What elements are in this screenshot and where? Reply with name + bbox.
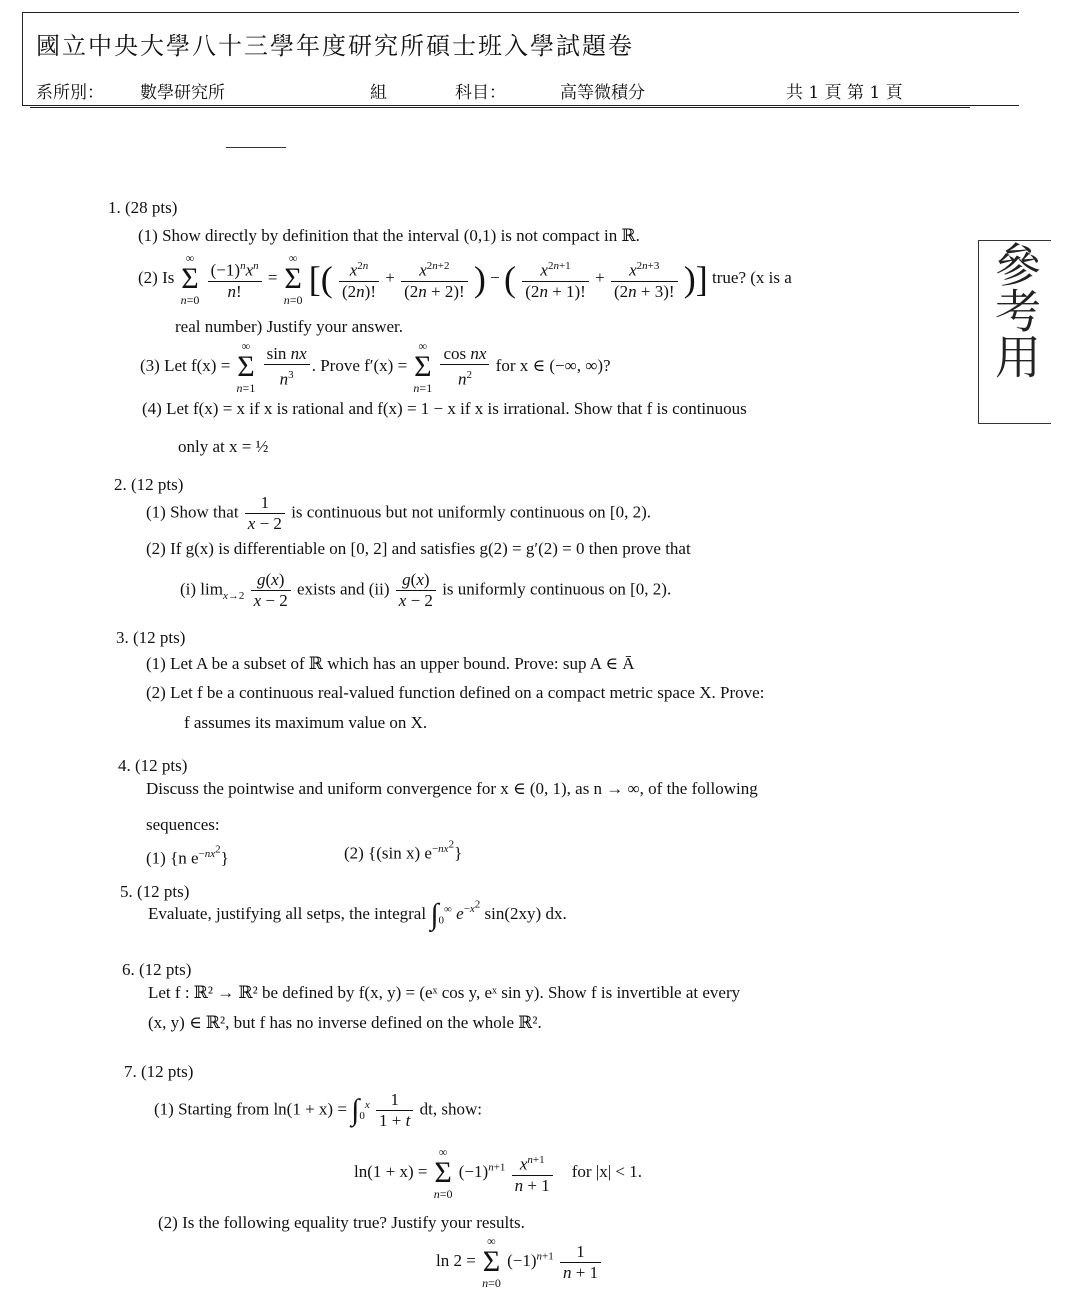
problem-4-sequence-1: (1) {n $e^{-nx^2}$}	[146, 843, 229, 868]
problem-1-part-2: (2) Is ∞ Σ n=0 $\frac{(-1)^nx^n}{n!}$ = ∞ Σ n=0 [( $\frac{x^{2n}}{(2n)!}$ + $\frac{x^{2n+2}}{(2n + 2)!}$ ) − ( $\frac{x^{2n+1}}{(2n + 1)!}$ + $\frac{x^{2n+3}}{(2n + 3)!}$ )] true? (x is a	[138, 251, 792, 307]
problem-4-sequence-2: (2) {(sin x) $e^{-nx^2}$}	[344, 838, 463, 863]
problem-2-header: 2. (12 pts)	[114, 475, 184, 494]
subject-label: 科目：	[455, 83, 506, 103]
problem-7-part-1: (1) Starting from $\ln(1 + x) = \int_0^x$ $\frac{1}{1 + t}$ dt, show:	[154, 1090, 482, 1130]
problem-1-part-2-cont: real number) Justify your answer.	[175, 317, 404, 336]
exam-title: 國立中央大學八十三學年度研究所碩士班入學試題卷	[36, 32, 634, 60]
problem-1-header: 1. (28 pts)	[108, 198, 178, 217]
problem-2-part-2: (2) If g(x) is differentiable on [0, 2] and satisfies g(2) = g′(2) = 0 then prove that	[146, 539, 691, 558]
reference-stamp: 參考用	[978, 240, 1051, 424]
problem-5-header: 5. (12 pts)	[120, 882, 190, 901]
problem-2-part-1: (1) Show that $\frac{1}{x - 2}$ is continuous but not uniformly continuous on [0, 2).	[146, 493, 652, 533]
header-rule	[30, 107, 970, 108]
problem-6-body-2: (x, y) ∈ ℝ², but f has no inverse defined on the whole ℝ².	[148, 1013, 542, 1032]
problem-3-part-2: (2) Let f be a continuous real-valued function defined on a compact metric space X. Prove:	[146, 683, 765, 702]
problem-7-equality: ln 2 = ∞ Σ n=0 $(-1)^{n+1}$ $\frac{1}{n + 1}$	[436, 1235, 603, 1289]
problem-7-header: 7. (12 pts)	[124, 1062, 194, 1081]
group-label: 組	[370, 83, 387, 103]
problem-3-part-2-cont: f assumes its maximum value on X.	[184, 713, 428, 732]
problem-4-body: Discuss the pointwise and uniform convergence for x ∈ (0, 1), as n → ∞, of the following	[146, 779, 758, 798]
dept-value: 數學研究所	[140, 83, 225, 103]
problem-2-part-2-items: (i) $\lim_{x\to 2}$ $\frac{g(x)}{x - 2}$ exists and (ii) $\frac{g(x)}{x - 2}$ is uniformly continuous on [0, 2).	[180, 570, 672, 610]
problem-6-body: Let f : ℝ² → ℝ² be defined by f(x, y) = (eˣ cos y, eˣ sin y). Show f is invertible at every	[148, 983, 741, 1002]
problem-1-part-3: (3) Let f(x) = ∞ Σ n=1 $\frac{\text{sin nx}}{n^3}$ . Prove f′(x) = ∞ Σ n=1 $\frac{\text{cos nx}}{n^2}$ for x ∈ (−∞, ∞)?	[140, 339, 611, 395]
problem-7-part-2: (2) Is the following equality true? Justify your results.	[158, 1213, 525, 1232]
problem-5-body: Evaluate, justifying all setps, the integral $\int_0^\infty$ $e^{-x^2}$ sin(2xy) dx.	[148, 898, 567, 931]
subject-value: 高等微積分	[560, 83, 645, 103]
problem-1-part-4-cont: only at x = ½	[178, 437, 269, 456]
dept-label: 系所別：	[36, 83, 104, 103]
problem-7-series: ln(1 + x) = ∞ Σ n=0 $(-1)^{n+1}$ $\frac{x^{n+1}}{n + 1}$ for |x| < 1.	[354, 1145, 642, 1201]
problem-6-header: 6. (12 pts)	[122, 960, 192, 979]
problem-3-header: 3. (12 pts)	[116, 628, 186, 647]
problem-1-part-4: (4) Let f(x) = x if x is rational and f(x) = 1 − x if x is irrational. Show that f is continuous	[142, 399, 747, 418]
page-count: 共 1 頁 第 1 頁	[786, 83, 903, 103]
problem-4-body-2: sequences:	[146, 815, 220, 834]
problem-1-part-1: (1) Show directly by definition that the interval (0,1) is not compact in ℝ.	[138, 226, 640, 245]
divider	[226, 147, 286, 148]
problem-3-part-1: (1) Let A be a subset of ℝ which has an upper bound. Prove: sup A ∈ Ā	[146, 654, 635, 673]
problem-4-header: 4. (12 pts)	[118, 756, 188, 775]
